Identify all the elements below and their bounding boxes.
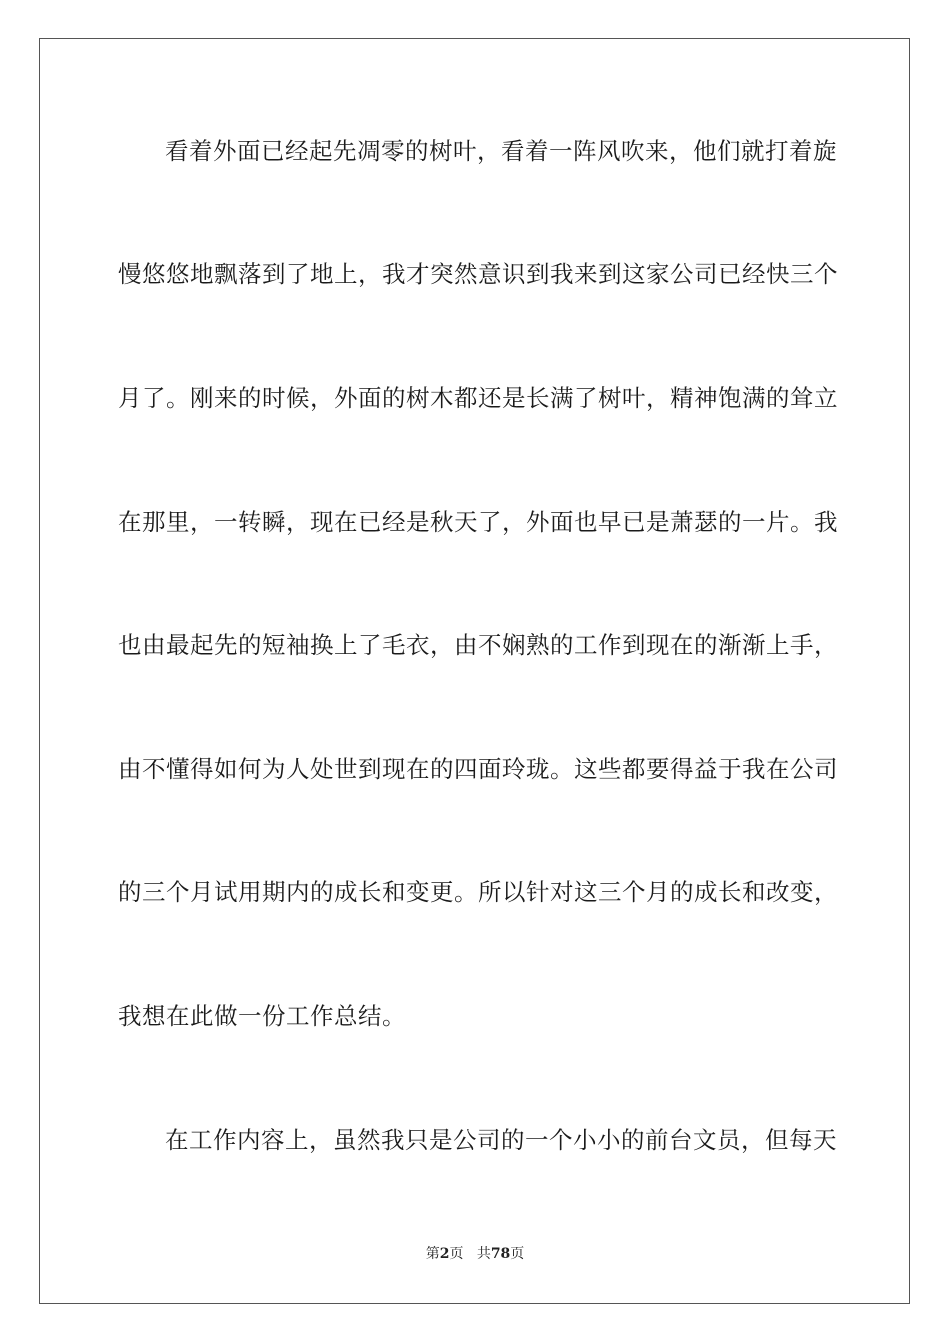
page-footer [0,1244,950,1264]
paragraph-2-line-1: 在工作内容上，虽然我只是公司的一个小小的前台文员，但每天 [165,1126,837,1154]
page-border [39,38,910,1304]
footer-page-suffix: 页 [449,1246,464,1262]
footer-page-number: 2 [439,1246,450,1262]
footer-total-pages: 78 [490,1246,511,1262]
footer-total-suffix: 页 [510,1246,525,1262]
footer-page-prefix: 第 [425,1246,440,1262]
paragraph-1-line-1: 看着外面已经起先凋零的树叶，看着一阵风吹来，他们就打着旋 [165,137,837,165]
paragraph-1-line-8: 我想在此做一份工作总结。 [118,1002,406,1030]
paragraph-1-line-6: 由不懂得如何为人处世到现在的四面玲珑。这些都要得益于我在公司 [118,755,838,783]
footer-total-prefix: 共 [476,1246,491,1262]
paragraph-1-line-7: 的三个月试用期内的成长和变更。所以针对这三个月的成长和改变， [118,878,838,906]
paragraph-1-line-2: 慢悠悠地飘落到了地上，我才突然意识到我来到这家公司已经快三个 [118,260,838,288]
paragraph-1-line-3: 月了。刚来的时候，外面的树木都还是长满了树叶，精神饱满的耸立 [118,384,838,412]
paragraph-1-line-5: 也由最起先的短袖换上了毛衣，由不娴熟的工作到现在的渐渐上手， [118,631,838,659]
paragraph-1-line-4: 在那里，一转瞬，现在已经是秋天了，外面也早已是萧瑟的一片。我 [118,508,838,536]
